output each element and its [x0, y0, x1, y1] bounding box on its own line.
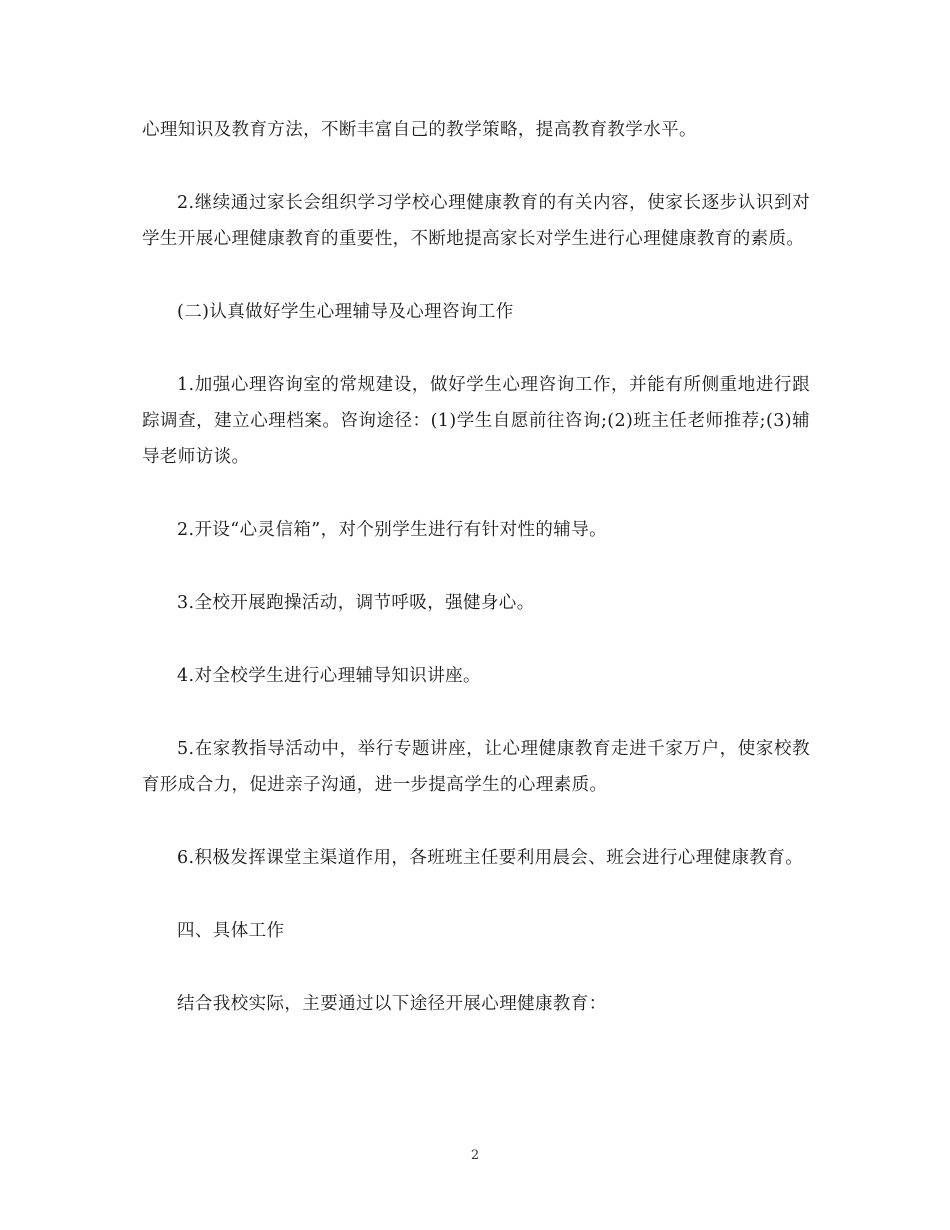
- document-body: [142, 112, 810, 1022]
- section-heading: 四、具体工作: [177, 921, 285, 941]
- paragraph: 心理知识及教育方法，不断丰富自己的教学策略，提高教育教学水平。: [142, 120, 697, 140]
- paragraph: 4.对全校学生进行心理辅导知识讲座。: [177, 666, 481, 686]
- section-heading: (二)认真做好学生心理辅导及心理咨询工作: [177, 302, 514, 322]
- paragraph: 结合我校实际，主要通过以下途径开展心理健康教育：: [177, 994, 607, 1014]
- paragraph: 2.继续通过家长会组织学习学校心理健康教育的有关内容，使家长逐步认识到对学生开展心理健康教育的重要性，不断地提高家长对学生进行心理健康教育的素质。: [142, 193, 810, 249]
- paragraph: 1.加强心理咨询室的常规建设，做好学生心理咨询工作，并能有所侧重地进行跟踪调查，建立心理档案。咨询途径：(1)学生自愿前往咨询;(2)班主任老师推荐;(3)辅导老师访谈。: [142, 375, 810, 467]
- paragraph: 6.积极发挥课堂主渠道作用，各班班主任要利用晨会、班会进行心理健康教育。: [177, 848, 804, 868]
- page-number: 2: [470, 1148, 480, 1163]
- paragraph: 2.开设“心灵信箱”，对个别学生进行有针对性的辅导。: [177, 520, 607, 540]
- paragraph: 5.在家教指导活动中，举行专题讲座，让心理健康教育走进千家万户，使家校教育形成合力，促进亲子沟通，进一步提高学生的心理素质。: [142, 739, 810, 795]
- paragraph: 3.全校开展跑操活动，调节呼吸，强健身心。: [177, 593, 535, 613]
